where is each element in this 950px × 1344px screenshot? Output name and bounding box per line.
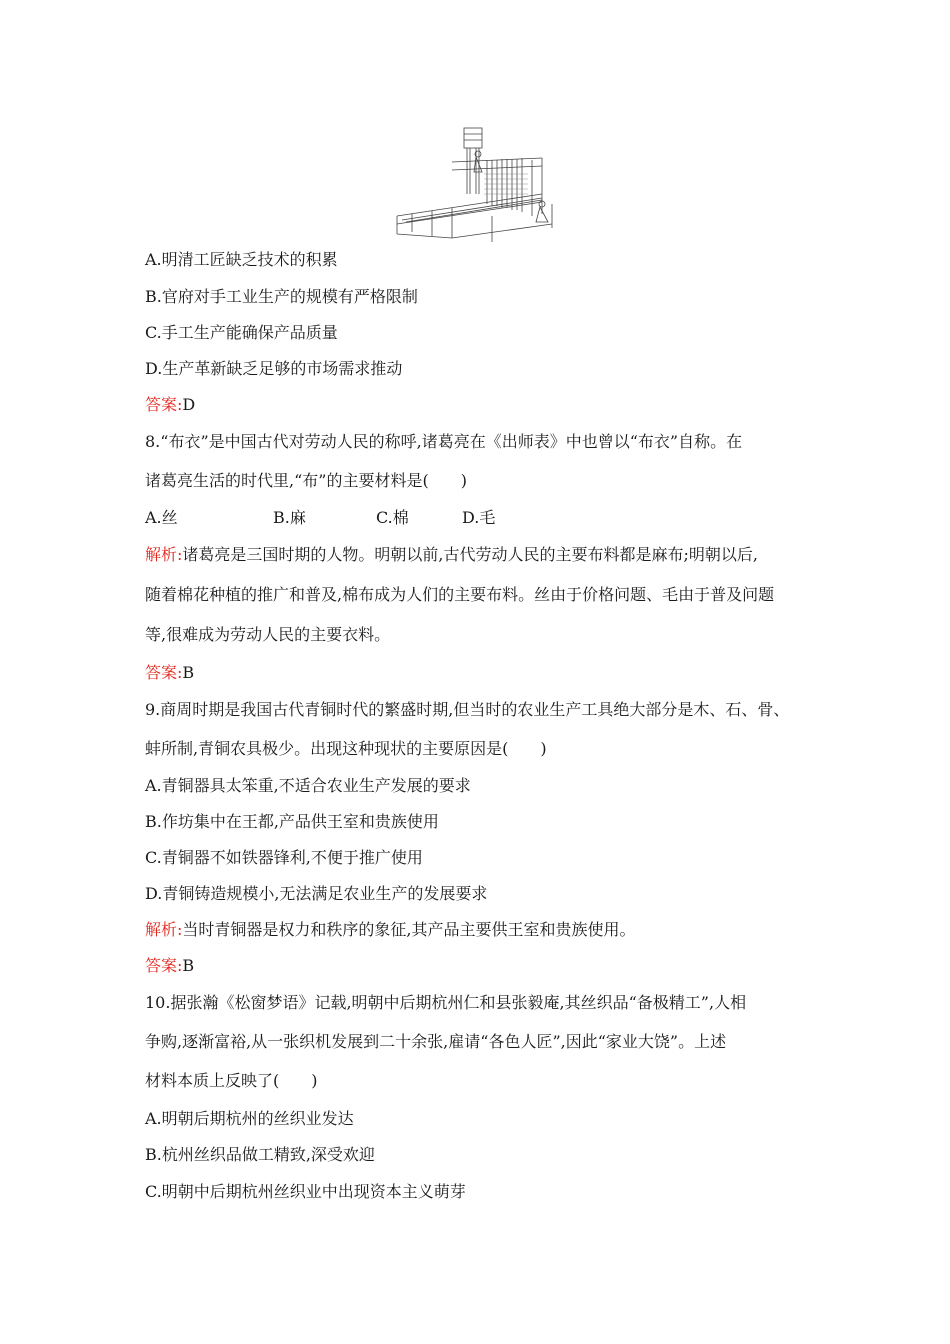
q8-analysis-line1 (145, 545, 758, 565)
q9-option-b: B.作坊集中在王都,产品供王室和贵族使用 (145, 812, 439, 831)
answer-value: B (182, 956, 195, 975)
q10-option-a: A.明朝后期杭州的丝织业发达 (145, 1109, 354, 1128)
q8-option-a: A.丝 (145, 508, 178, 527)
answer-label: 答案: (145, 956, 183, 975)
analysis-label: 解析: (145, 545, 183, 564)
q7-option-b: B.官府对手工业生产的规模有严格限制 (145, 287, 418, 306)
q9-answer (145, 956, 194, 976)
answer-value: D (182, 395, 196, 414)
q8-analysis-line2: 随着棉花种植的推广和普及,棉布成为人们的主要布料。丝由于价格问题、毛由于普及问题 (145, 585, 775, 604)
q9-analysis-line1 (145, 920, 636, 940)
answer-label: 答案: (145, 395, 183, 414)
q8-answer (145, 663, 194, 683)
loom-illustration (392, 124, 572, 246)
q9-stem-line2: 蚌所制,青铜农具极少。出现这种现状的主要原因是( ) (145, 739, 547, 758)
q8-stem-line1: 8.“布衣”是中国古代对劳动人民的称呼,诸葛亮在《出师表》中也曾以“布衣”自称。在 (145, 432, 743, 451)
q8-options (145, 508, 495, 528)
q10-stem-line1: 10.据张瀚《松窗梦语》记载,明朝中后期杭州仁和县张毅庵,其丝织品“备极精工”,人相 (145, 993, 747, 1012)
answer-label: 答案: (145, 663, 183, 682)
analysis-label: 解析: (145, 920, 183, 939)
q8-analysis-line3: 等,很难成为劳动人民的主要衣料。 (145, 625, 391, 644)
q7-answer (145, 395, 195, 415)
q7-option-a: A.明清工匠缺乏技术的积累 (145, 250, 338, 269)
q10-stem-line2: 争购,逐渐富裕,从一张织机发展到二十余张,雇请“各色人匠”,因此“家业大饶”。上述 (145, 1032, 727, 1051)
q10-option-c: C.明朝中后期杭州丝织业中出现资本主义萌芽 (145, 1182, 466, 1201)
q7-option-c: C.手工生产能确保产品质量 (145, 323, 338, 342)
q8-option-d: D.毛 (462, 508, 496, 527)
q9-stem-line1: 9.商周时期是我国古代青铜时代的繁盛时期,但当时的农业生产工具绝大部分是木、石、骨、 (145, 700, 790, 719)
q9-option-a: A.青铜器具太笨重,不适合农业生产发展的要求 (145, 776, 471, 795)
q8-stem-line2: 诸葛亮生活的时代里,“布”的主要材料是( ) (145, 471, 467, 490)
q9-option-d: D.青铜铸造规模小,无法满足农业生产的发展要求 (145, 884, 488, 903)
q8-option-c: C.棉 (376, 508, 409, 527)
q10-option-b: B.杭州丝织品做工精致,深受欢迎 (145, 1145, 375, 1164)
analysis-text: 当时青铜器是权力和秩序的象征,其产品主要供王室和贵族使用。 (182, 920, 636, 939)
q10-stem-line3: 材料本质上反映了( ) (145, 1071, 318, 1090)
q7-option-d: D.生产革新缺乏足够的市场需求推动 (145, 359, 403, 378)
q8-option-b: B.麻 (273, 508, 306, 527)
analysis-text: 诸葛亮是三国时期的人物。明朝以前,古代劳动人民的主要布料都是麻布;明朝以后, (182, 545, 758, 564)
answer-value: B (182, 663, 195, 682)
q9-option-c: C.青铜器不如铁器锋利,不便于推广使用 (145, 848, 423, 867)
